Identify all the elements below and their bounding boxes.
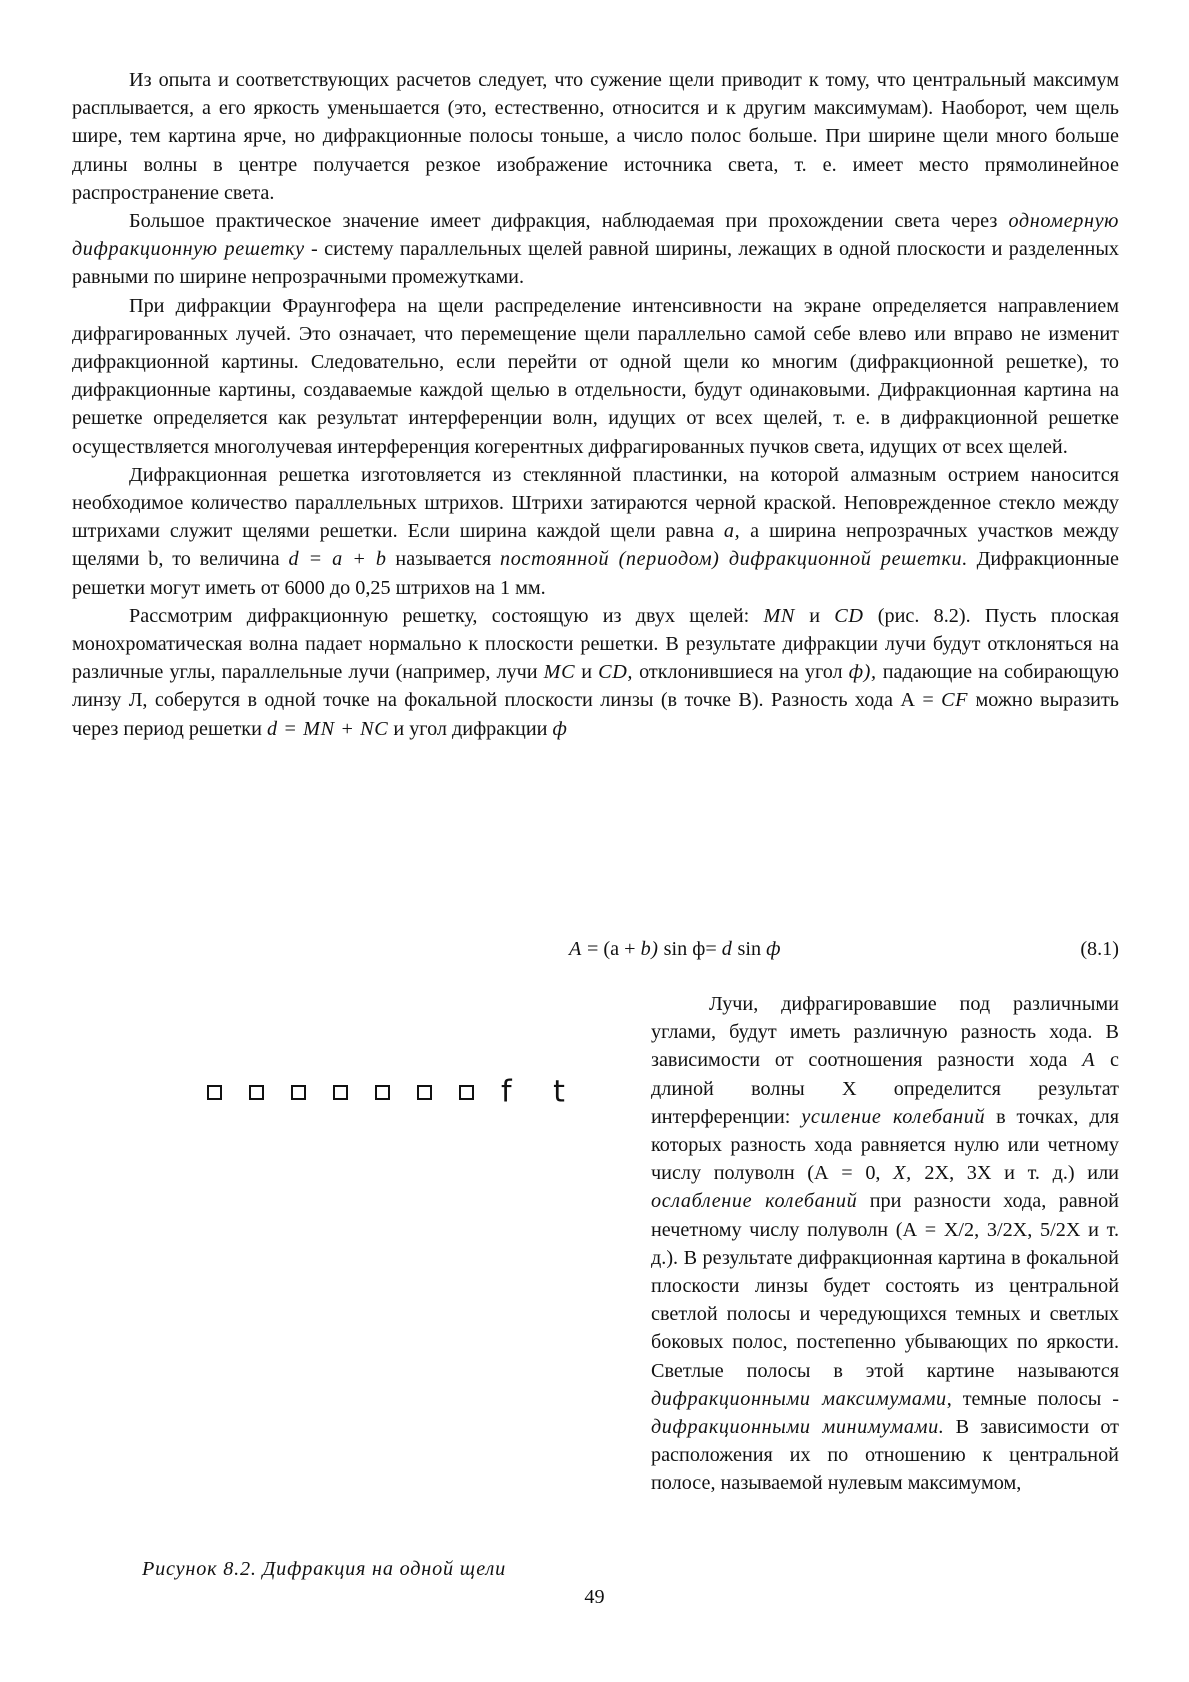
text-run: Дифракционная решетка изготовляется из стеклянной пластинки, на которой алмазным острием наносится необходимое количество параллельных штрихов. Штрихи затираются черной краской. Неповрежденное стекло между штрихами служит щелями решетки. Если ширина каждой щели равна (72, 463, 1119, 543)
math-italic: ф), (848, 661, 877, 684)
math-italic: d = a + b (288, 548, 387, 571)
text-run: и (575, 661, 599, 684)
figure-placeholder-glyphs (207, 1072, 581, 1113)
text-run: и (794, 604, 835, 627)
math-italic: X, (893, 1162, 912, 1185)
text-run: (рис. 8.2). Пусть плоская монохроматическая волна падает нормально к плоскости решетки. В результате дифракции лучи будут отклоняться на различные углы, параллельные лучи (например, лучи (72, 604, 1119, 684)
term-italic: ослабление колебаний (651, 1190, 858, 1213)
term-italic: дифракционными максимумами (651, 1387, 947, 1410)
math-italic: d (721, 938, 733, 960)
text-run: с длиной волны X определится результат интерференции: (651, 1049, 1119, 1128)
math-italic: d = MN + NC (266, 717, 389, 740)
square-icon (333, 1085, 348, 1100)
paragraph-1 (72, 66, 1119, 207)
math-italic: MN (763, 604, 795, 627)
page-body (72, 66, 1119, 1580)
math-italic: A (569, 938, 582, 960)
text-run: Из опыта и соответствующих расчетов следует, что сужение щели приводит к тому, что центральный максимум расплывается, а его яркость уменьшается (это, естественно, относится и к другим максимумам). Наоборот, чем щель шире, тем картина ярче, но дифракционные полосы тоньше, а число полос больше. При ширине щели много больше длины волны в центре получается резкое изображение источника света, т. е. имеет место прямолинейное распространение света. (72, 69, 1119, 204)
square-icon (417, 1085, 432, 1100)
math-italic: а, (723, 520, 741, 543)
text-run: В зависимости от расположения их по отношению к центральной полосе, называемой нулевым максимумом, (651, 1416, 1119, 1495)
figure-caption: Рисунок 8.2. Дифракция на одной щели (142, 1558, 506, 1580)
math-italic: CD (834, 604, 864, 627)
figure-8-2 (72, 990, 632, 1610)
text-run: Лучи, дифрагировавшие под различными углами, будут иметь различную разность хода. В зависимости от соотношения разности хода (651, 993, 1119, 1072)
text-run: падающие на собирающую линзу Л, соберутся в одной точке на фокальной плоскости линзы (в точке В). Разность хода А = (72, 661, 1119, 712)
formula-expression (569, 934, 781, 964)
text-run: sin ф= (658, 938, 722, 960)
square-icon (249, 1085, 264, 1100)
text-run: а ширина непрозрачных участков между щелями b, то величина (72, 520, 1119, 571)
text-run: - систему параллельных щелей равной ширины, лежащих в одной плоскости и разделенных равными по ширине непрозрачными промежутками. (72, 238, 1119, 289)
math-italic: ф (766, 938, 782, 960)
text-run: называется (386, 548, 501, 571)
term-italic: одномерную дифракционную решетку (72, 210, 1119, 261)
text-run: отклонившиеся на угол (633, 661, 849, 684)
paragraph-4 (72, 461, 1119, 602)
paragraph-3 (72, 292, 1119, 461)
term-italic: дифракционными минимумами. (651, 1416, 945, 1439)
math-italic: b) (640, 938, 659, 960)
text-run: Большое практическое значение имеет дифракция, наблюдаемая при прохождении света через (129, 210, 1009, 233)
text-run: 2X, 3X и т. д.) или (911, 1162, 1119, 1185)
math-italic: ф (552, 717, 568, 740)
text-run: , темные полосы - (946, 1387, 1119, 1410)
math-italic: А (1082, 1049, 1096, 1072)
paragraph-2 (72, 207, 1119, 292)
text-run: при разности хода, равной нечетному числу полуволн (А = X/2, 3/2X, 5/2X и т. д.). В результате дифракционная картина в фокальной плоскости линзы будет состоять из центральной светлой полосы и чередующихся темных и светлых боковых полос, постепенно убывающих по яркости. Светлые полосы в этой картине называются (651, 1190, 1119, 1382)
formula-8-1 (72, 934, 1119, 964)
right-column-paragraph (651, 990, 1119, 1498)
text-run: sin (732, 938, 767, 960)
page-number: 49 (584, 1586, 605, 1608)
text-run: можно выразить через период решетки (72, 689, 1119, 740)
paragraph-5 (72, 602, 1119, 743)
term-italic: постоянной (периодом) дифракционной решетки. (500, 548, 968, 571)
square-icon (375, 1085, 390, 1100)
right-column (651, 990, 1119, 1498)
math-italic: CF (941, 689, 969, 712)
text-run: Рассмотрим дифракционную решетку, состоящую из двух щелей: (129, 604, 764, 627)
square-icon (207, 1085, 222, 1100)
text-run: = (a + (581, 938, 641, 960)
square-icon (459, 1085, 474, 1100)
figure-glyph-letters: f t (501, 1074, 581, 1110)
text-run: и угол дифракции (388, 717, 553, 740)
square-icon (291, 1085, 306, 1100)
text-run: в точках, для которых разность хода равняется нулю или четному числу полуволн (А = 0, (651, 1105, 1119, 1185)
text-run: Дифракционные решетки могут иметь от 6000 до 0,25 штрихов на 1 мм. (72, 548, 1119, 599)
formula-number: (8.1) (1080, 938, 1119, 960)
math-italic: MC (543, 661, 576, 684)
text-run: При дифракции Фраунгофера на щели распределение интенсивности на экране определяется направлением дифрагированных лучей. Это означает, что перемещение щели параллельно самой себе влево или вправо не изменит дифракционной картины. Следовательно, если перейти от одной щели ко многим (дифракционной решетке), то дифракционные картины, создаваемые каждой щелью в отдельности, будут одинаковыми. Дифракционная картина на решетке определяется как результат интерференции волн, идущих от всех щелей, т. е. в дифракционной решетке осуществляется многолучевая интерференция когерентных дифрагированных пучков света, идущих от всех щелей. (72, 294, 1119, 458)
term-italic: усиление колебаний (801, 1105, 986, 1128)
math-italic: CD, (598, 661, 634, 684)
